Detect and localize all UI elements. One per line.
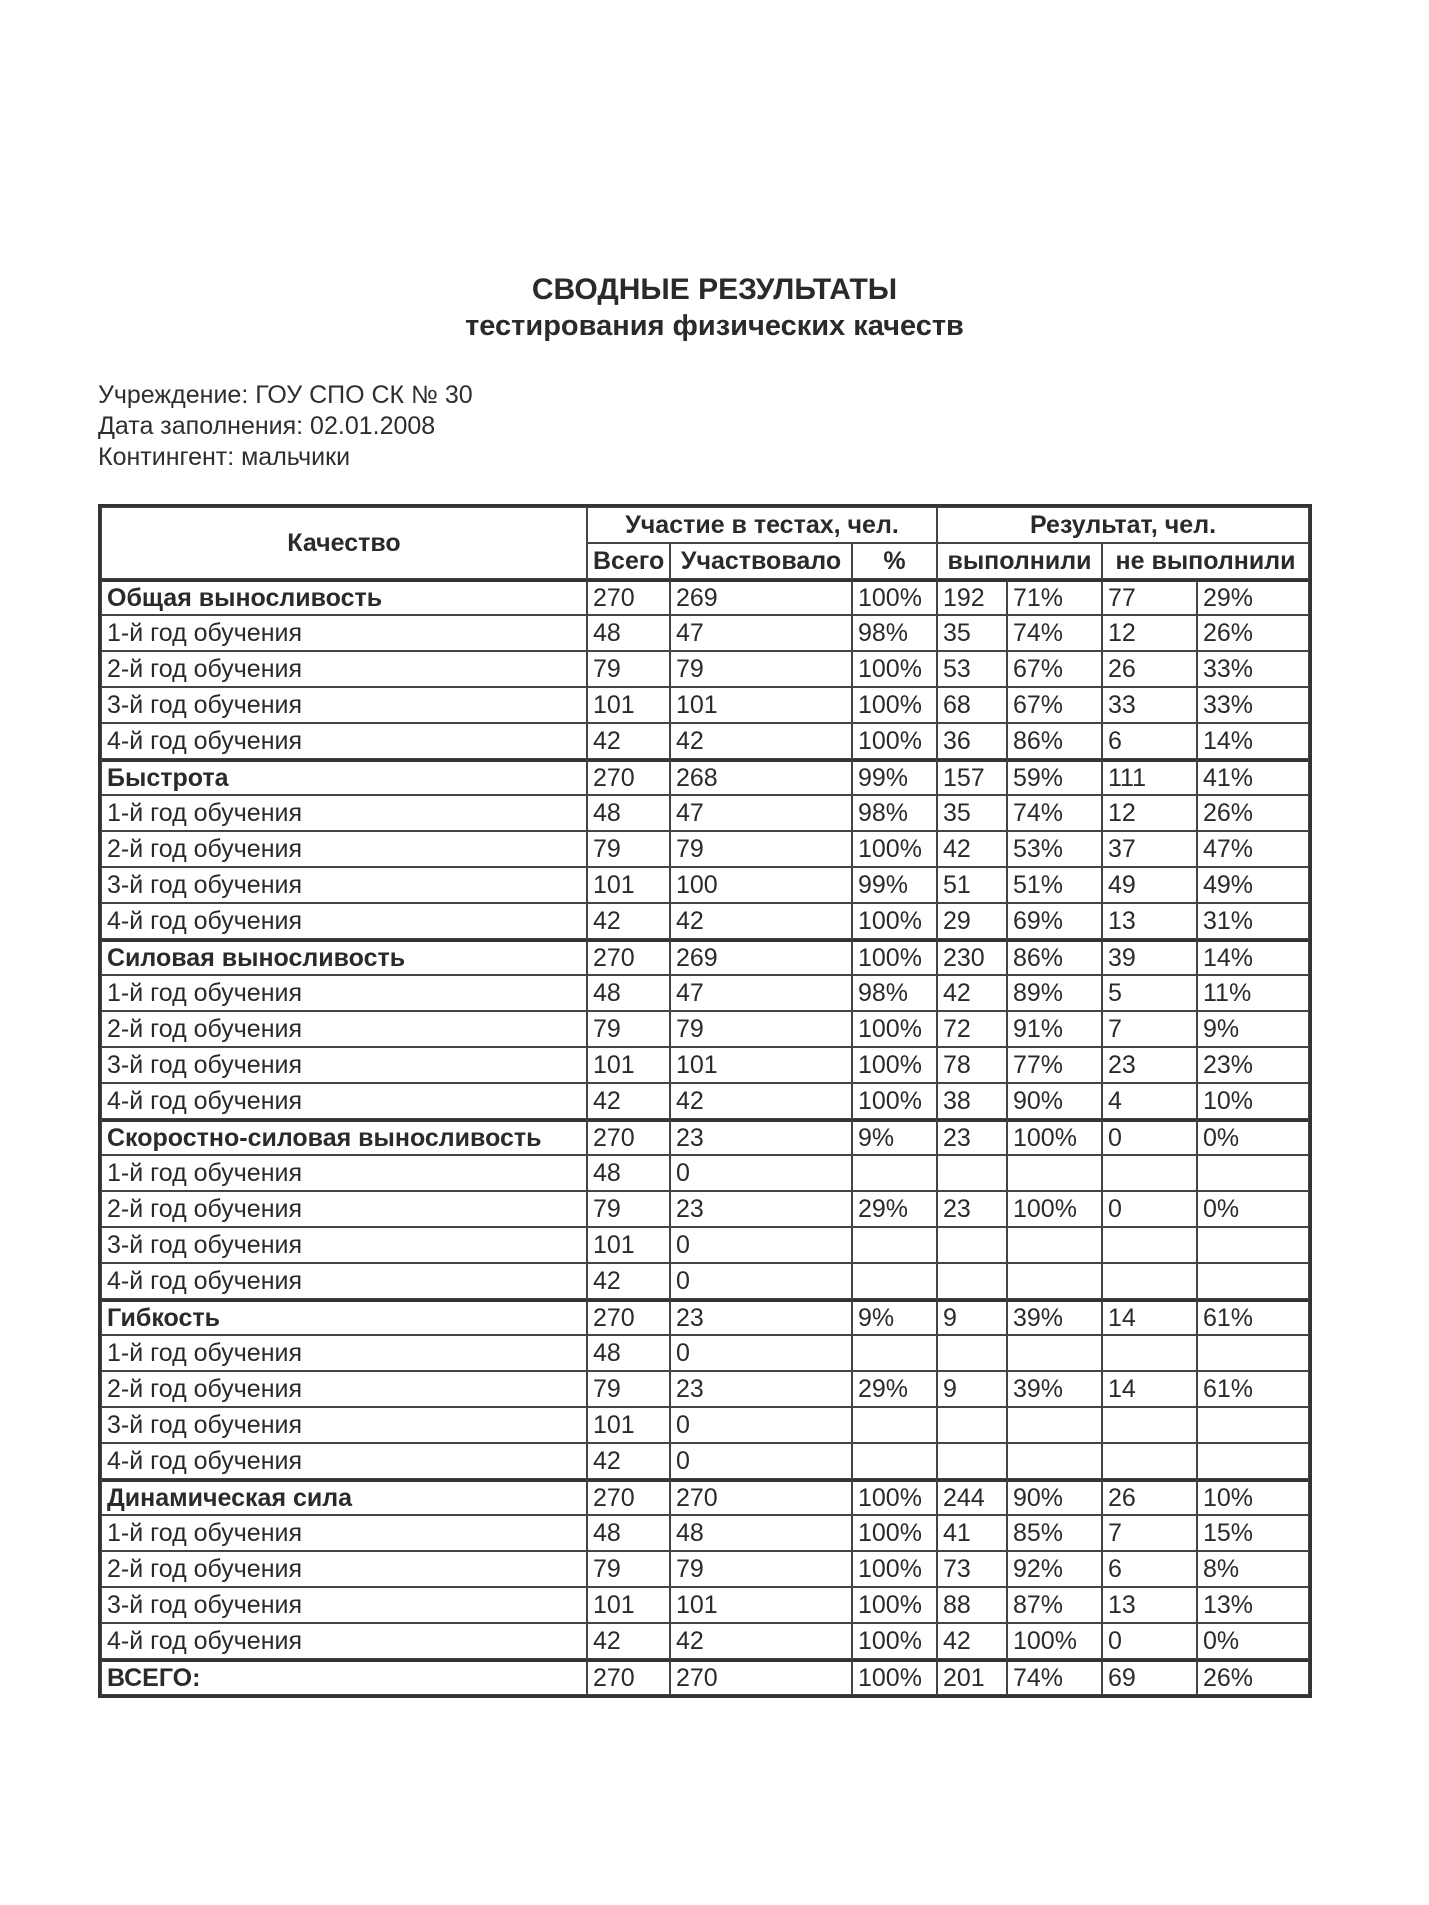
document-title: СВОДНЫЕ РЕЗУЛЬТАТЫ (531, 273, 898, 306)
not-completed-cell: 0 (1102, 1119, 1197, 1155)
participated-cell: 79 (670, 1011, 852, 1047)
completed-percent-cell: 77% (1007, 1047, 1102, 1083)
percent-cell (852, 1335, 937, 1371)
completed-cell: 23 (937, 1119, 1007, 1155)
year-row (101, 867, 1309, 903)
total-cell: 270 (587, 579, 670, 615)
percent-cell: 9% (852, 1299, 937, 1335)
not-completed-percent-cell: 26% (1197, 615, 1309, 651)
total-cell: 101 (587, 867, 670, 903)
total-cell: 48 (587, 1515, 670, 1551)
not-completed-percent-cell (1197, 1335, 1309, 1371)
not-completed-cell (1102, 1335, 1197, 1371)
completed-percent-cell: 39% (1007, 1371, 1102, 1407)
completed-percent-cell: 100% (1007, 1623, 1102, 1659)
not-completed-percent-cell: 33% (1197, 687, 1309, 723)
total-cell: 270 (587, 1659, 670, 1695)
percent-cell: 100% (852, 723, 937, 759)
total-cell: 42 (587, 1623, 670, 1659)
percent-cell (852, 1263, 937, 1299)
completed-cell: 9 (937, 1299, 1007, 1335)
not-completed-percent-cell: 61% (1197, 1371, 1309, 1407)
quality-label: 3-й год обучения (101, 1407, 587, 1443)
participation-header: Участие в тестах, чел. (587, 507, 937, 543)
completed-cell: 78 (937, 1047, 1007, 1083)
quality-label: Гибкость (101, 1299, 587, 1335)
quality-label: Быстрота (101, 759, 587, 795)
quality-header: Качество (101, 507, 587, 579)
not-completed-percent-cell (1197, 1407, 1309, 1443)
not-completed-percent-cell: 61% (1197, 1299, 1309, 1335)
total-cell: 101 (587, 687, 670, 723)
quality-label: 4-й год обучения (101, 1263, 587, 1299)
quality-label: 2-й год обучения (101, 1551, 587, 1587)
participated-cell: 48 (670, 1515, 852, 1551)
completed-cell: 230 (937, 939, 1007, 975)
participated-cell: 0 (670, 1335, 852, 1371)
quality-label: 3-й год обучения (101, 1047, 587, 1083)
year-row (101, 1083, 1309, 1119)
year-row (101, 615, 1309, 651)
participated-cell: 0 (670, 1227, 852, 1263)
not-completed-cell: 77 (1102, 579, 1197, 615)
not-completed-cell: 13 (1102, 903, 1197, 939)
percent-cell: 100% (852, 651, 937, 687)
group-row (101, 939, 1309, 975)
year-row (101, 831, 1309, 867)
completed-cell (937, 1407, 1007, 1443)
total-cell: 42 (587, 1443, 670, 1479)
completed-percent-cell (1007, 1443, 1102, 1479)
completed-percent-cell: 53% (1007, 831, 1102, 867)
participated-cell: 47 (670, 615, 852, 651)
completed-cell: 73 (937, 1551, 1007, 1587)
not-completed-percent-cell: 47% (1197, 831, 1309, 867)
participated-cell: 23 (670, 1119, 852, 1155)
completed-cell (937, 1227, 1007, 1263)
completed-percent-cell (1007, 1227, 1102, 1263)
not-completed-cell: 12 (1102, 615, 1197, 651)
year-row (101, 1443, 1309, 1479)
percent-cell: 9% (852, 1119, 937, 1155)
not-completed-percent-cell: 14% (1197, 939, 1309, 975)
quality-label: 1-й год обучения (101, 1515, 587, 1551)
completed-cell: 42 (937, 831, 1007, 867)
participated-cell: 270 (670, 1479, 852, 1515)
institution-line: Учреждение: ГОУ СПО СК № 30 (98, 381, 473, 409)
total-cell: 48 (587, 615, 670, 651)
completed-cell: 29 (937, 903, 1007, 939)
quality-label: 1-й год обучения (101, 1155, 587, 1191)
percent-cell (852, 1227, 937, 1263)
completed-cell (937, 1443, 1007, 1479)
group-row (101, 1479, 1309, 1515)
results-body (101, 579, 1309, 1695)
not-completed-percent-cell (1197, 1443, 1309, 1479)
group-row (101, 1119, 1309, 1155)
percent-cell: 98% (852, 615, 937, 651)
participated-cell: 269 (670, 579, 852, 615)
participated-cell: 100 (670, 867, 852, 903)
not-completed-cell (1102, 1263, 1197, 1299)
completed-percent-cell: 67% (1007, 687, 1102, 723)
quality-label: Динамическая сила (101, 1479, 587, 1515)
participated-cell: 79 (670, 831, 852, 867)
completed-percent-cell: 87% (1007, 1587, 1102, 1623)
year-row (101, 1335, 1309, 1371)
completed-percent-cell: 90% (1007, 1083, 1102, 1119)
quality-label: 3-й год обучения (101, 1587, 587, 1623)
not-completed-cell: 5 (1102, 975, 1197, 1011)
quality-label: 2-й год обучения (101, 1191, 587, 1227)
not-completed-percent-cell (1197, 1227, 1309, 1263)
contingent-line: Контингент: мальчики (98, 443, 351, 471)
not-completed-cell (1102, 1443, 1197, 1479)
total-header: Всего (587, 543, 670, 579)
total-cell: 79 (587, 831, 670, 867)
participated-cell: 79 (670, 651, 852, 687)
not-completed-cell: 14 (1102, 1371, 1197, 1407)
total-cell: 79 (587, 1011, 670, 1047)
year-row (101, 687, 1309, 723)
quality-label: Силовая выносливость (101, 939, 587, 975)
not-completed-cell: 6 (1102, 1551, 1197, 1587)
completed-header: выполнили (937, 543, 1102, 579)
quality-label: ВСЕГО: (101, 1659, 587, 1695)
completed-cell: 192 (937, 579, 1007, 615)
year-row (101, 1371, 1309, 1407)
not-completed-percent-cell: 0% (1197, 1119, 1309, 1155)
year-row (101, 723, 1309, 759)
participated-cell: 0 (670, 1155, 852, 1191)
total-cell: 270 (587, 1479, 670, 1515)
completed-percent-cell (1007, 1335, 1102, 1371)
percent-cell: 100% (852, 1659, 937, 1695)
not-completed-cell: 39 (1102, 939, 1197, 975)
not-completed-percent-cell: 29% (1197, 579, 1309, 615)
total-cell: 79 (587, 1551, 670, 1587)
percent-cell: 100% (852, 687, 937, 723)
year-row (101, 1011, 1309, 1047)
not-completed-cell: 23 (1102, 1047, 1197, 1083)
completed-percent-cell: 100% (1007, 1119, 1102, 1155)
participated-cell: 42 (670, 723, 852, 759)
quality-label: Общая выносливость (101, 579, 587, 615)
year-row (101, 1551, 1309, 1587)
quality-label: 2-й год обучения (101, 1011, 587, 1047)
completed-cell: 53 (937, 651, 1007, 687)
completed-cell (937, 1335, 1007, 1371)
participated-cell: 0 (670, 1263, 852, 1299)
completed-cell: 42 (937, 1623, 1007, 1659)
percent-cell: 98% (852, 975, 937, 1011)
participated-cell: 42 (670, 1083, 852, 1119)
total-row (101, 1659, 1309, 1695)
percent-cell: 100% (852, 1623, 937, 1659)
total-cell: 79 (587, 651, 670, 687)
quality-label: Скоростно-силовая выносливость (101, 1119, 587, 1155)
year-row (101, 1623, 1309, 1659)
not-completed-percent-cell: 13% (1197, 1587, 1309, 1623)
quality-label: 4-й год обучения (101, 903, 587, 939)
header-row-top (101, 507, 1309, 543)
percent-cell (852, 1155, 937, 1191)
not-completed-percent-cell: 8% (1197, 1551, 1309, 1587)
not-completed-percent-cell: 0% (1197, 1191, 1309, 1227)
percent-cell: 100% (852, 1479, 937, 1515)
participated-cell: 47 (670, 975, 852, 1011)
percent-cell: 100% (852, 903, 937, 939)
completed-cell: 68 (937, 687, 1007, 723)
fill-date-line: Дата заполнения: 02.01.2008 (98, 412, 436, 440)
not-completed-cell: 12 (1102, 795, 1197, 831)
completed-percent-cell: 39% (1007, 1299, 1102, 1335)
completed-percent-cell: 74% (1007, 795, 1102, 831)
not-completed-cell: 7 (1102, 1011, 1197, 1047)
quality-label: 2-й год обучения (101, 1371, 587, 1407)
completed-cell: 36 (937, 723, 1007, 759)
total-cell: 79 (587, 1191, 670, 1227)
percent-cell: 29% (852, 1191, 937, 1227)
completed-cell: 51 (937, 867, 1007, 903)
not-completed-cell: 0 (1102, 1623, 1197, 1659)
quality-label: 4-й год обучения (101, 1083, 587, 1119)
not-completed-cell (1102, 1227, 1197, 1263)
year-row (101, 1263, 1309, 1299)
quality-label: 4-й год обучения (101, 1623, 587, 1659)
quality-label: 1-й год обучения (101, 615, 587, 651)
not-completed-percent-cell: 26% (1197, 795, 1309, 831)
not-completed-percent-cell: 9% (1197, 1011, 1309, 1047)
completed-percent-cell: 71% (1007, 579, 1102, 615)
completed-cell: 9 (937, 1371, 1007, 1407)
year-row (101, 1227, 1309, 1263)
participated-cell: 47 (670, 795, 852, 831)
not-completed-cell: 37 (1102, 831, 1197, 867)
completed-cell: 35 (937, 795, 1007, 831)
year-row (101, 903, 1309, 939)
not-completed-percent-cell: 11% (1197, 975, 1309, 1011)
completed-percent-cell: 90% (1007, 1479, 1102, 1515)
completed-percent-cell: 86% (1007, 939, 1102, 975)
percent-cell (852, 1407, 937, 1443)
participated-cell: 79 (670, 1551, 852, 1587)
completed-cell: 72 (937, 1011, 1007, 1047)
group-row (101, 759, 1309, 795)
completed-percent-cell (1007, 1155, 1102, 1191)
total-cell: 48 (587, 1335, 670, 1371)
not-completed-percent-cell: 49% (1197, 867, 1309, 903)
participated-cell: 101 (670, 1587, 852, 1623)
percent-cell: 29% (852, 1371, 937, 1407)
completed-percent-cell: 100% (1007, 1191, 1102, 1227)
completed-percent-cell: 91% (1007, 1011, 1102, 1047)
quality-label: 3-й год обучения (101, 687, 587, 723)
total-cell: 101 (587, 1047, 670, 1083)
group-row (101, 1299, 1309, 1335)
completed-percent-cell: 59% (1007, 759, 1102, 795)
not-completed-percent-cell (1197, 1263, 1309, 1299)
completed-percent-cell (1007, 1407, 1102, 1443)
not-completed-percent-cell (1197, 1155, 1309, 1191)
year-row (101, 795, 1309, 831)
participated-cell: 101 (670, 687, 852, 723)
participated-cell: 42 (670, 1623, 852, 1659)
not-completed-cell: 111 (1102, 759, 1197, 795)
participated-cell: 270 (670, 1659, 852, 1695)
percent-cell: 100% (852, 1047, 937, 1083)
percent-cell (852, 1443, 937, 1479)
group-row (101, 579, 1309, 615)
completed-percent-cell: 67% (1007, 651, 1102, 687)
total-cell: 270 (587, 1119, 670, 1155)
not-completed-header: не выполнили (1102, 543, 1309, 579)
participated-cell: 23 (670, 1191, 852, 1227)
participated-cell: 269 (670, 939, 852, 975)
not-completed-percent-cell: 41% (1197, 759, 1309, 795)
total-cell: 79 (587, 1371, 670, 1407)
total-cell: 101 (587, 1227, 670, 1263)
participated-cell: 268 (670, 759, 852, 795)
total-cell: 48 (587, 1155, 670, 1191)
completed-cell: 157 (937, 759, 1007, 795)
not-completed-cell: 6 (1102, 723, 1197, 759)
quality-label: 1-й год обучения (101, 975, 587, 1011)
total-cell: 42 (587, 1263, 670, 1299)
result-header: Результат, чел. (937, 507, 1309, 543)
total-cell: 270 (587, 939, 670, 975)
document-meta (98, 380, 473, 473)
not-completed-cell: 4 (1102, 1083, 1197, 1119)
year-row (101, 1155, 1309, 1191)
completed-cell: 38 (937, 1083, 1007, 1119)
not-completed-percent-cell: 10% (1197, 1479, 1309, 1515)
total-cell: 48 (587, 975, 670, 1011)
completed-percent-cell: 89% (1007, 975, 1102, 1011)
results-table (98, 504, 1312, 1698)
participated-cell: 42 (670, 903, 852, 939)
completed-cell (937, 1263, 1007, 1299)
completed-cell (937, 1155, 1007, 1191)
total-cell: 101 (587, 1407, 670, 1443)
percent-cell: 100% (852, 1083, 937, 1119)
not-completed-percent-cell: 15% (1197, 1515, 1309, 1551)
not-completed-percent-cell: 23% (1197, 1047, 1309, 1083)
not-completed-cell (1102, 1407, 1197, 1443)
total-cell: 42 (587, 723, 670, 759)
year-row (101, 975, 1309, 1011)
year-row (101, 1191, 1309, 1227)
completed-percent-cell: 74% (1007, 615, 1102, 651)
participated-cell: 101 (670, 1047, 852, 1083)
not-completed-cell: 49 (1102, 867, 1197, 903)
percent-cell: 98% (852, 795, 937, 831)
percent-cell: 100% (852, 939, 937, 975)
not-completed-cell: 13 (1102, 1587, 1197, 1623)
completed-percent-cell: 86% (1007, 723, 1102, 759)
completed-cell: 42 (937, 975, 1007, 1011)
quality-label: 4-й год обучения (101, 723, 587, 759)
participated-cell: 0 (670, 1443, 852, 1479)
year-row (101, 651, 1309, 687)
total-cell: 270 (587, 759, 670, 795)
percent-cell: 100% (852, 1515, 937, 1551)
percent-cell: 100% (852, 831, 937, 867)
year-row (101, 1515, 1309, 1551)
total-cell: 101 (587, 1587, 670, 1623)
completed-cell: 41 (937, 1515, 1007, 1551)
not-completed-cell: 69 (1102, 1659, 1197, 1695)
year-row (101, 1407, 1309, 1443)
not-completed-cell: 7 (1102, 1515, 1197, 1551)
percent-cell: 100% (852, 1551, 937, 1587)
percent-cell: 100% (852, 1011, 937, 1047)
completed-cell: 201 (937, 1659, 1007, 1695)
not-completed-cell: 0 (1102, 1191, 1197, 1227)
quality-label: 1-й год обучения (101, 1335, 587, 1371)
participated-cell: 0 (670, 1407, 852, 1443)
document-subtitle: тестирования физических качеств (465, 310, 964, 342)
quality-label: 3-й год обучения (101, 1227, 587, 1263)
percent-cell: 100% (852, 1587, 937, 1623)
not-completed-percent-cell: 14% (1197, 723, 1309, 759)
completed-percent-cell: 74% (1007, 1659, 1102, 1695)
completed-cell: 35 (937, 615, 1007, 651)
total-cell: 42 (587, 903, 670, 939)
year-row (101, 1587, 1309, 1623)
quality-label: 4-й год обучения (101, 1443, 587, 1479)
completed-cell: 88 (937, 1587, 1007, 1623)
participated-header: Участвовало (670, 543, 852, 579)
total-cell: 48 (587, 795, 670, 831)
completed-percent-cell: 69% (1007, 903, 1102, 939)
not-completed-percent-cell: 33% (1197, 651, 1309, 687)
completed-percent-cell: 85% (1007, 1515, 1102, 1551)
not-completed-cell: 14 (1102, 1299, 1197, 1335)
participated-cell: 23 (670, 1299, 852, 1335)
percent-header: % (852, 543, 937, 579)
not-completed-cell: 26 (1102, 1479, 1197, 1515)
participated-cell: 23 (670, 1371, 852, 1407)
quality-label: 2-й год обучения (101, 651, 587, 687)
not-completed-percent-cell: 26% (1197, 1659, 1309, 1695)
completed-percent-cell (1007, 1263, 1102, 1299)
not-completed-cell (1102, 1155, 1197, 1191)
not-completed-percent-cell: 31% (1197, 903, 1309, 939)
completed-cell: 244 (937, 1479, 1007, 1515)
year-row (101, 1047, 1309, 1083)
percent-cell: 99% (852, 867, 937, 903)
total-cell: 42 (587, 1083, 670, 1119)
not-completed-cell: 26 (1102, 651, 1197, 687)
not-completed-cell: 33 (1102, 687, 1197, 723)
completed-percent-cell: 92% (1007, 1551, 1102, 1587)
quality-label: 2-й год обучения (101, 831, 587, 867)
total-cell: 270 (587, 1299, 670, 1335)
not-completed-percent-cell: 10% (1197, 1083, 1309, 1119)
quality-label: 1-й год обучения (101, 795, 587, 831)
completed-percent-cell: 51% (1007, 867, 1102, 903)
quality-label: 3-й год обучения (101, 867, 587, 903)
not-completed-percent-cell: 0% (1197, 1623, 1309, 1659)
percent-cell: 99% (852, 759, 937, 795)
percent-cell: 100% (852, 579, 937, 615)
completed-cell: 23 (937, 1191, 1007, 1227)
